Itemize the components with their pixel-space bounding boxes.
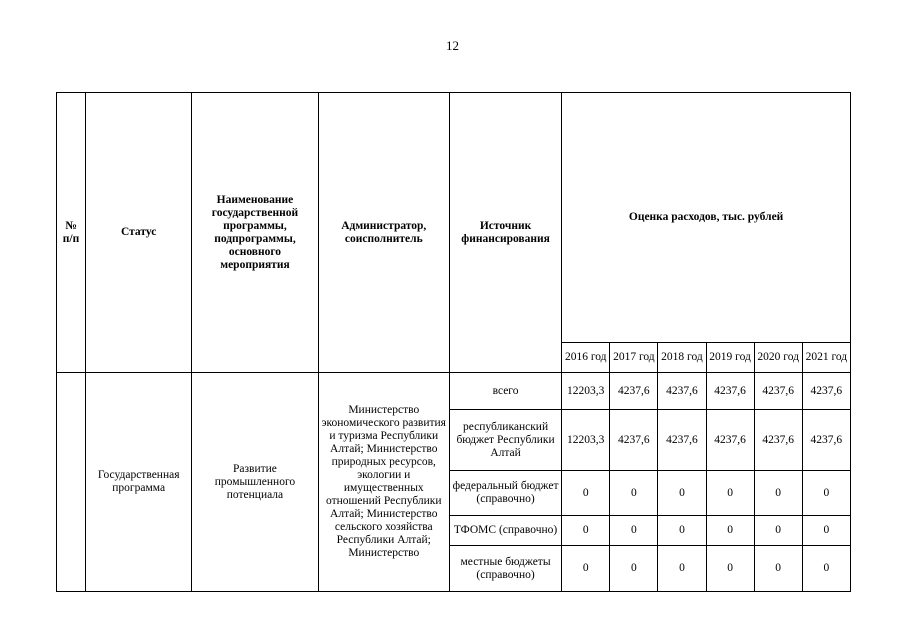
source-cell: всего xyxy=(449,373,561,410)
value-cell: 4237,6 xyxy=(706,410,754,471)
header-year: 2018 год xyxy=(658,343,706,373)
value-cell: 4237,6 xyxy=(802,410,850,471)
value-cell: 4237,6 xyxy=(706,373,754,410)
value-cell: 0 xyxy=(802,516,850,546)
value-cell: 0 xyxy=(754,516,802,546)
value-cell: 0 xyxy=(562,471,610,516)
header-status: Статус xyxy=(86,93,192,373)
header-expenses: Оценка расходов, тыс. рублей xyxy=(562,93,851,343)
value-cell: 4237,6 xyxy=(658,410,706,471)
value-cell: 0 xyxy=(802,546,850,592)
value-cell: 0 xyxy=(610,546,658,592)
value-cell: 4237,6 xyxy=(610,410,658,471)
source-cell: республиканский бюджет Республики Алтай xyxy=(449,410,561,471)
header-year: 2016 год xyxy=(562,343,610,373)
value-cell: 0 xyxy=(754,471,802,516)
program-name: Развитие промышленного потенциала xyxy=(192,373,318,592)
header-year: 2020 год xyxy=(754,343,802,373)
value-cell: 0 xyxy=(658,471,706,516)
header-program-name: Наименование государственной программы, подпрограммы, основного мероприятия xyxy=(192,93,318,373)
source-cell: местные бюджеты (справочно) xyxy=(449,546,561,592)
program-num xyxy=(57,373,86,592)
header-year: 2019 год xyxy=(706,343,754,373)
header-administrator: Администратор, соисполнитель xyxy=(318,93,449,373)
value-cell: 12203,3 xyxy=(562,410,610,471)
value-cell: 0 xyxy=(706,471,754,516)
header-row xyxy=(57,93,851,343)
program-administrator: Министерство экономического развития и туризма Республики Алтай; Министерство природных ресурсов, экологии и имущественных отношений Республики Алтай; Министерство сельского хозяйства Республики Алтай; Министерство xyxy=(318,373,449,592)
value-cell: 4237,6 xyxy=(754,410,802,471)
value-cell: 0 xyxy=(562,516,610,546)
value-cell: 0 xyxy=(802,471,850,516)
value-cell: 12203,3 xyxy=(562,373,610,410)
value-cell: 4237,6 xyxy=(658,373,706,410)
value-cell: 0 xyxy=(610,516,658,546)
value-cell: 4237,6 xyxy=(802,373,850,410)
value-cell: 0 xyxy=(658,546,706,592)
value-cell: 0 xyxy=(706,546,754,592)
page-number: 12 xyxy=(446,38,459,53)
value-cell: 0 xyxy=(658,516,706,546)
header-year: 2021 год xyxy=(802,343,850,373)
value-cell: 0 xyxy=(610,471,658,516)
header-source: Источник финансирования xyxy=(449,93,561,373)
value-cell: 0 xyxy=(706,516,754,546)
header-num: № п/п xyxy=(57,93,86,373)
header-year: 2017 год xyxy=(610,343,658,373)
source-cell: ТФОМС (справочно) xyxy=(449,516,561,546)
value-cell: 0 xyxy=(754,546,802,592)
budget-table xyxy=(56,92,851,592)
table-row xyxy=(57,373,851,410)
program-status: Государственная программа xyxy=(86,373,192,592)
value-cell: 4237,6 xyxy=(610,373,658,410)
source-cell: федеральный бюджет (справочно) xyxy=(449,471,561,516)
value-cell: 0 xyxy=(562,546,610,592)
value-cell: 4237,6 xyxy=(754,373,802,410)
